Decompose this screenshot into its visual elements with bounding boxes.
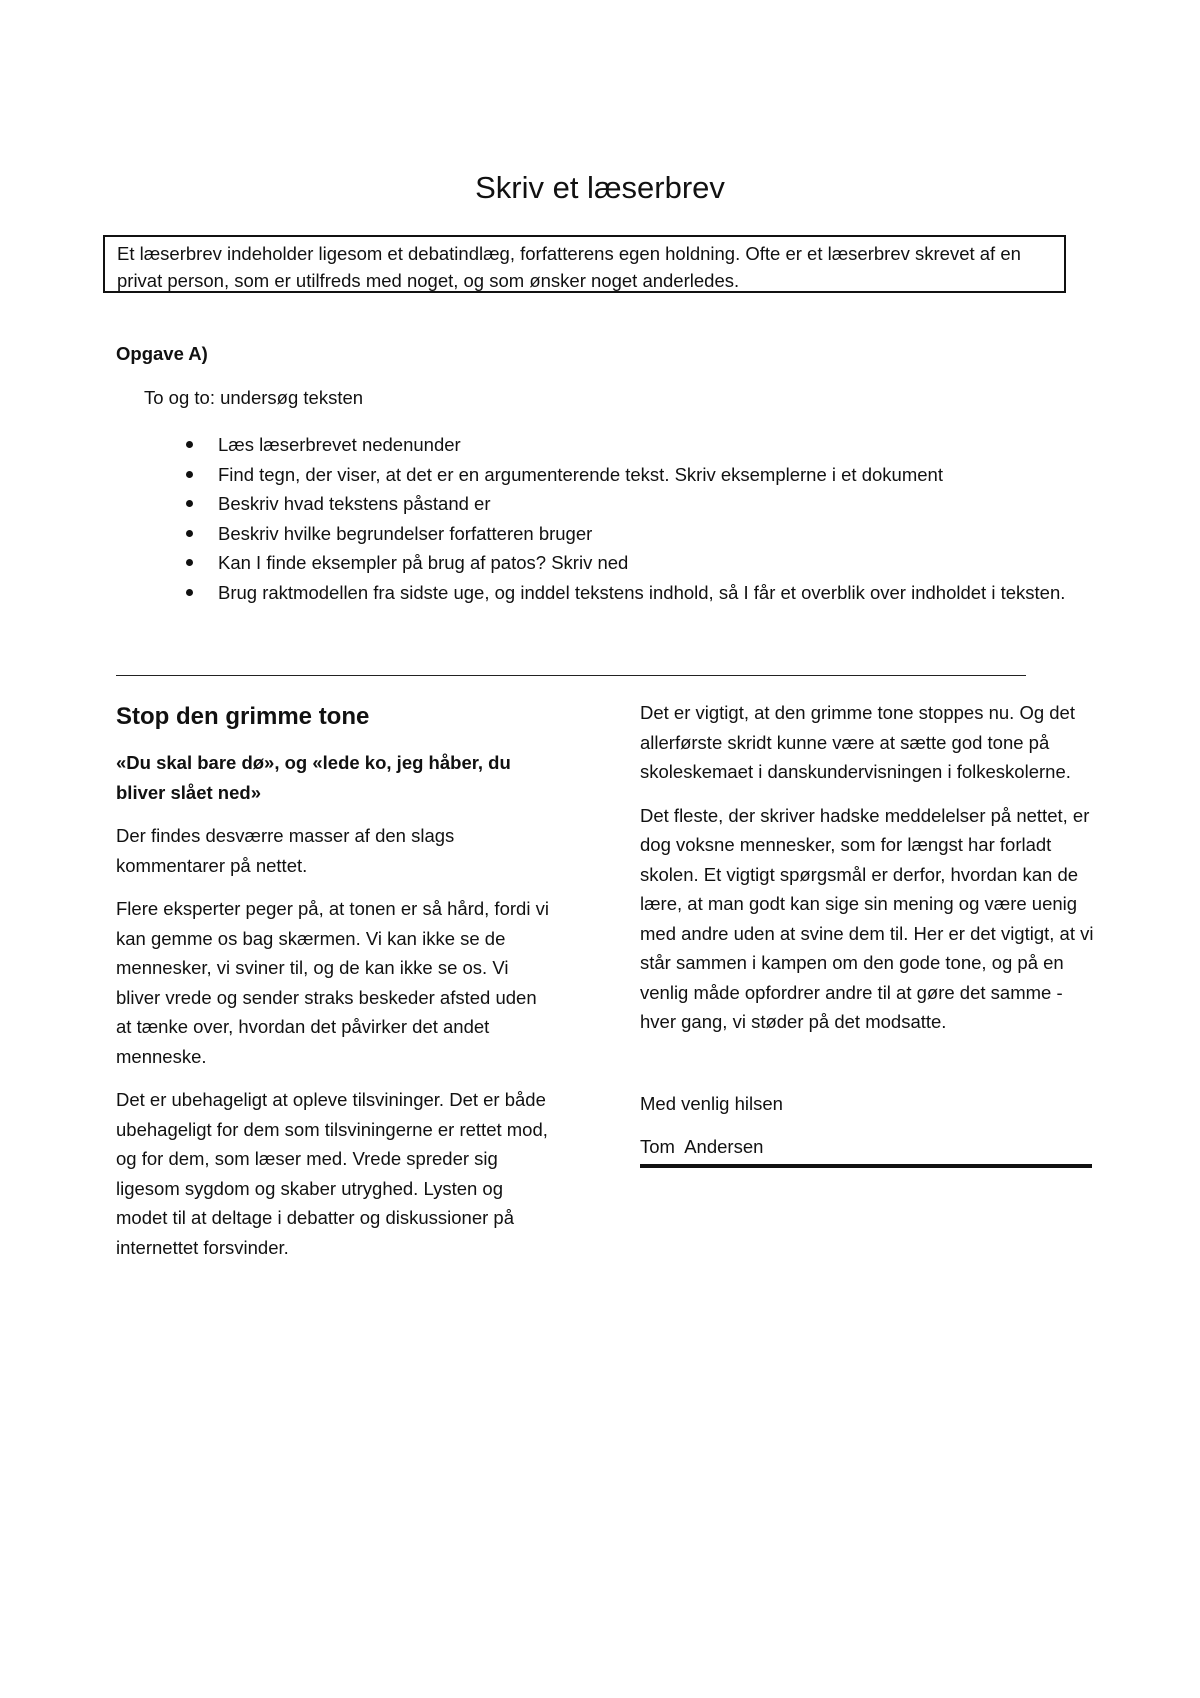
bullet-text: Find tegn, der viser, at det er en argumenterende tekst. Skriv eksemplerne i et dokument bbox=[218, 463, 943, 485]
bullet-text: Kan I finde eksempler på brug af patos? Skriv ned bbox=[218, 552, 629, 573]
task-bullet-list bbox=[186, 430, 1086, 607]
task-bullet bbox=[186, 578, 1086, 608]
task-bullet bbox=[186, 489, 1086, 519]
bullet-text: Beskriv hvad tekstens påstand er bbox=[218, 493, 491, 514]
bullet-text: Brug raktmodellen fra sidste uge, og inddel tekstens indhold, så I får et overblik over indholdet i teksten. bbox=[218, 581, 1066, 603]
closing-greeting: Med venlig hilsen bbox=[640, 1092, 783, 1114]
bullet-icon bbox=[186, 441, 193, 448]
bullet-text: Beskriv hvilke begrundelser forfatteren bruger bbox=[218, 522, 593, 544]
article-left-column bbox=[116, 700, 556, 1276]
article-title: Stop den grimme tone bbox=[116, 703, 370, 730]
signature-line bbox=[640, 1132, 1092, 1168]
article-paragraph: Det er ubehageligt at opleve tilsvininger. Det er både ubehageligt for dem som tilsviningerne er rettet mod, og for dem, som læser med. Vrede spreder sig ligesom sygdom og skaber utryghed. Lysten og modet til at deltage i debatter og diskussioner på internettet forsvinder. bbox=[116, 1089, 548, 1258]
bullet-icon bbox=[186, 559, 193, 566]
bullet-icon bbox=[186, 500, 193, 507]
article-paragraph: Der findes desværre masser af den slags kommentarer på nettet. bbox=[116, 825, 455, 876]
task-heading: Opgave A) bbox=[116, 343, 208, 364]
signature-name: Tom Andersen bbox=[640, 1136, 764, 1157]
article-paragraph: Flere eksperter peger på, at tonen er så hård, fordi vi kan gemme os bag skærmen. Vi kan ikke se de mennesker, vi sviner til, og de kan ikke se os. Vi bliver vrede og sender straks beskeder afsted uden at tænke over, hvordan det påvirker det andet menneske. bbox=[116, 898, 549, 1067]
bullet-text: Læs læserbrevet nedenunder bbox=[218, 434, 461, 455]
page-title: Skriv et læserbrev bbox=[475, 170, 725, 205]
intro-box: Et læserbrev indeholder ligesom et debatindlæg, forfatterens egen holdning. Ofte er et læserbrev skrevet af en privat person, som er utilfreds med noget, og som ønsker noget anderledes. bbox=[103, 235, 1066, 293]
bullet-icon bbox=[186, 589, 193, 596]
article-paragraph: Det er vigtigt, at den grimme tone stoppes nu. Og det allerførste skridt kunne være at sætte god tone på skoleskemaet i danskundervisningen i folkeskolerne. bbox=[640, 702, 1075, 782]
article-right-column bbox=[640, 698, 1100, 1168]
section-divider bbox=[116, 675, 1026, 676]
bullet-icon bbox=[186, 471, 193, 478]
task-bullet bbox=[186, 519, 1086, 549]
task-subheading: To og to: undersøg teksten bbox=[144, 387, 364, 408]
task-bullet bbox=[186, 430, 1086, 460]
task-bullet bbox=[186, 460, 1086, 490]
article-quote: «Du skal bare dø», og «lede ko, jeg håber, du bliver slået ned» bbox=[116, 752, 511, 803]
article-paragraph: Det fleste, der skriver hadske meddelelser på nettet, er dog voksne mennesker, som for længst har forladt skolen. Et vigtigt spørgsmål er derfor, hvordan kan de lære, at man godt kan sige sin mening og være uenig med andre uden at svine dem til. Her er det vigtigt, at vi står sammen i kampen om den gode tone, og på en venlig måde opfordrer andre til at gøre det samme - hver gang, vi støder på det modsatte. bbox=[640, 804, 1094, 1032]
task-bullet bbox=[186, 548, 1086, 578]
bullet-icon bbox=[186, 530, 193, 537]
